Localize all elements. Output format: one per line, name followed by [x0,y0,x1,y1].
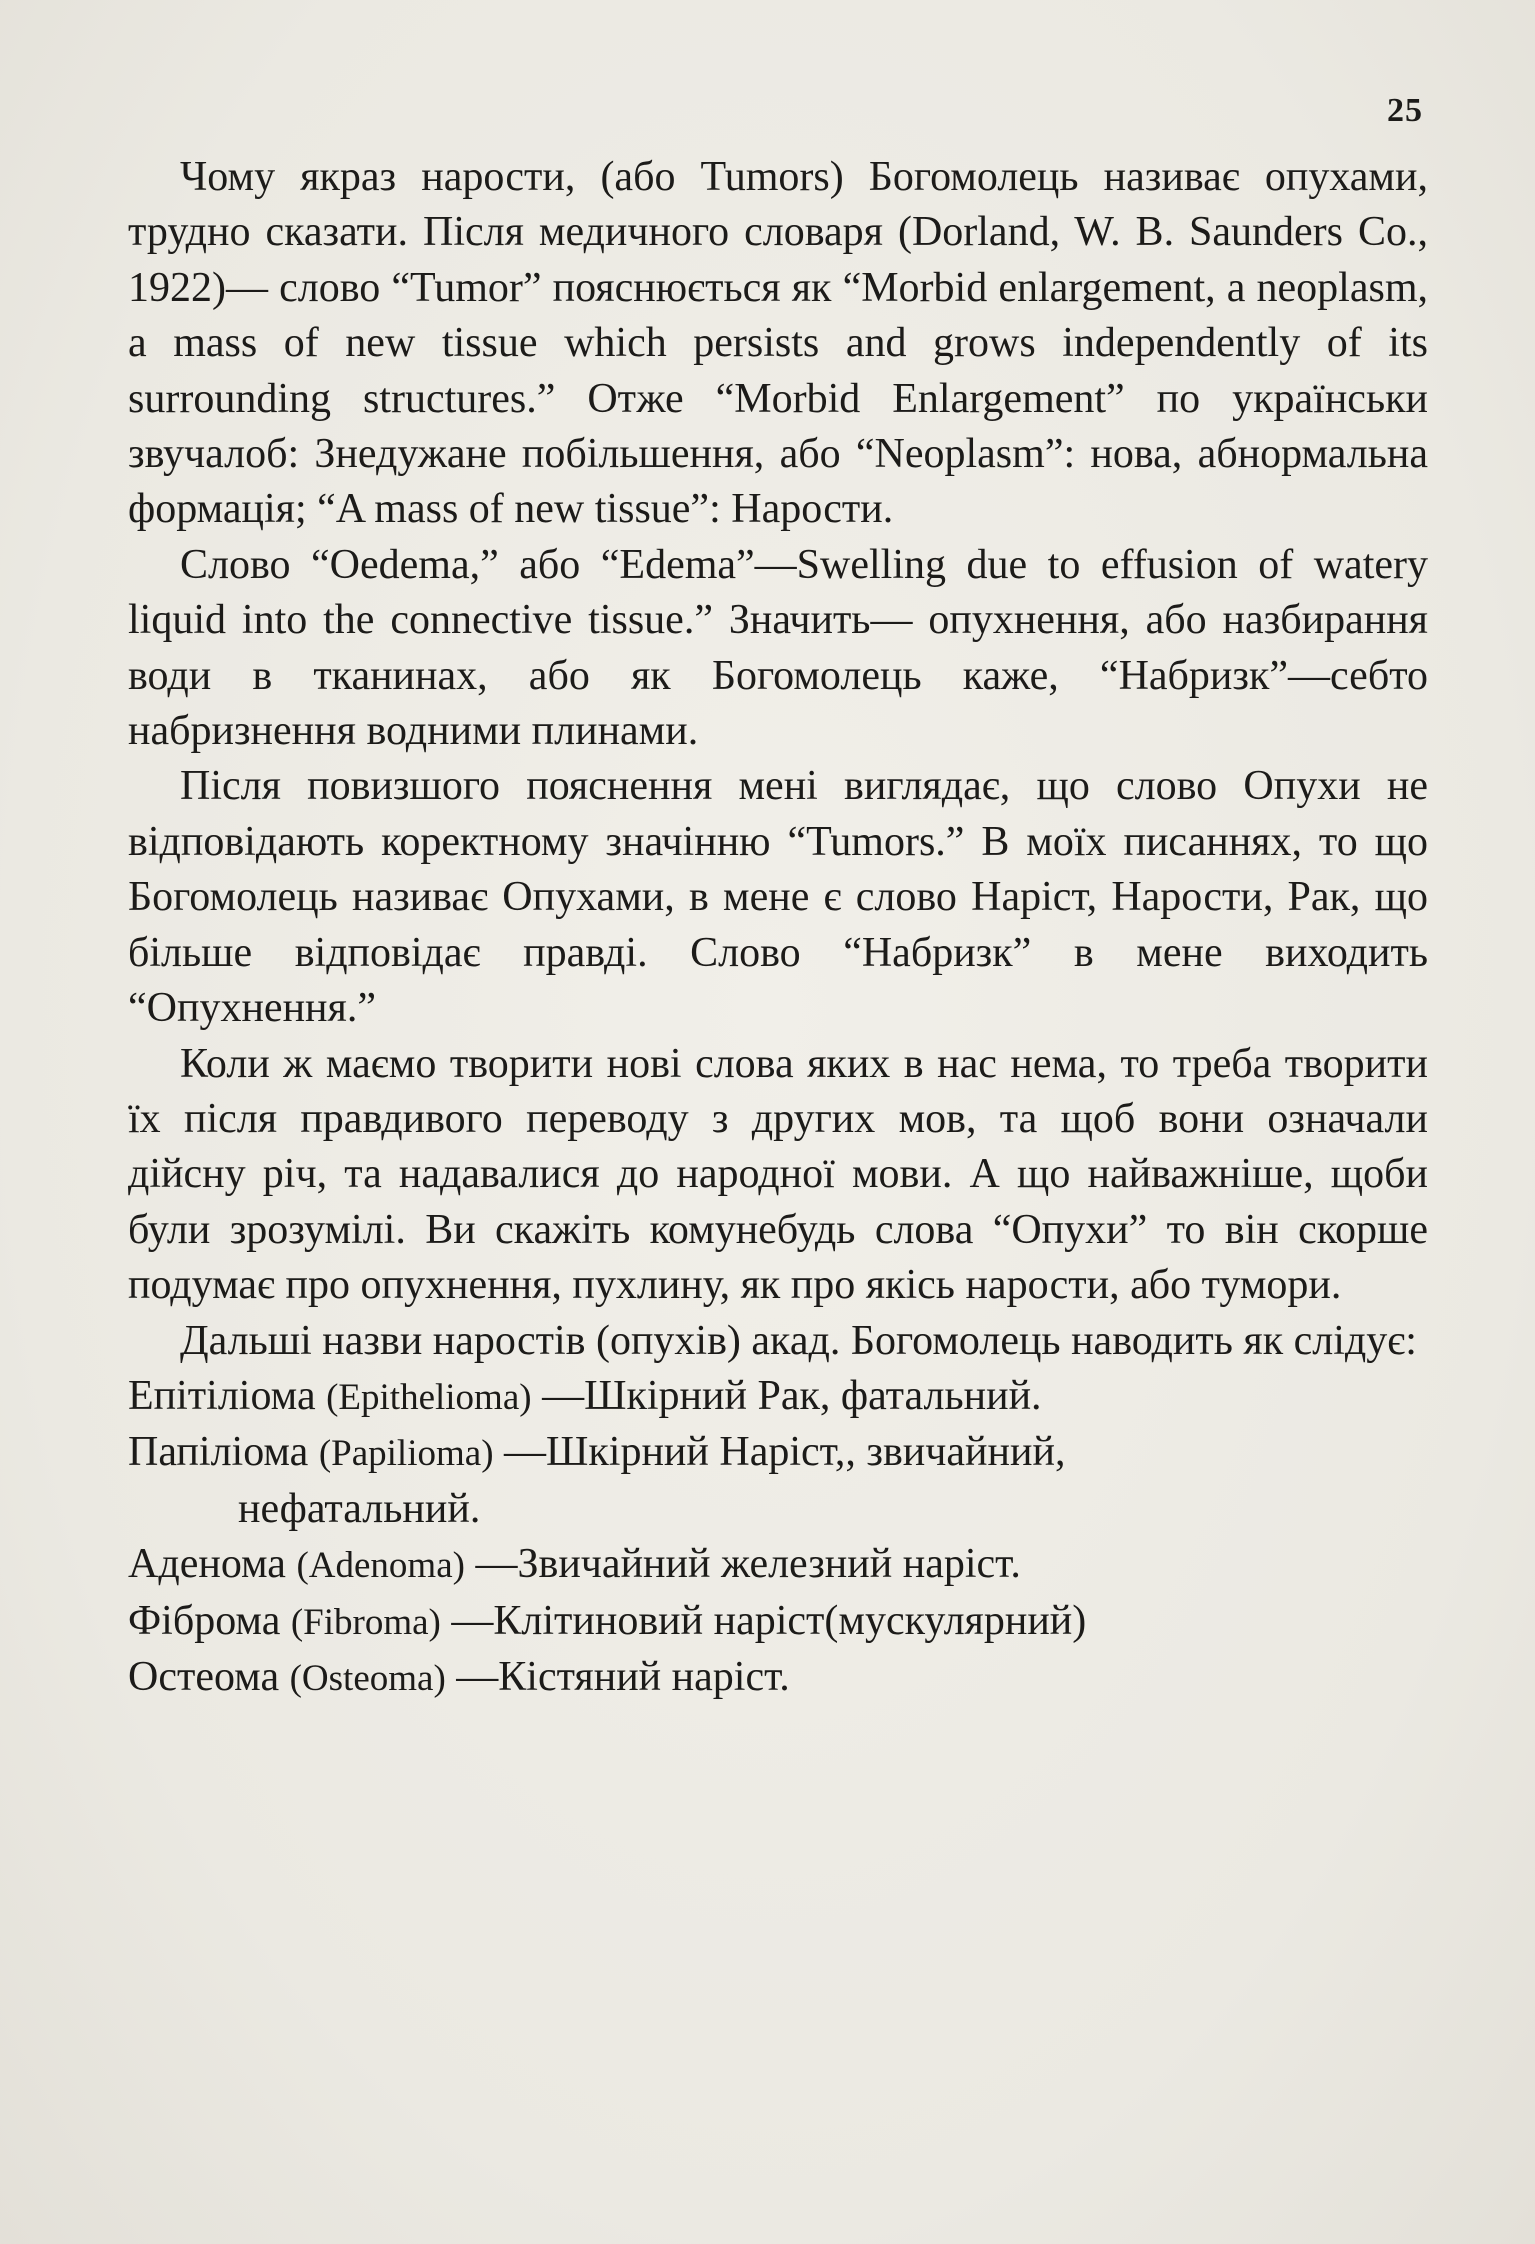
body-text [128,150,1428,1706]
term-definition: —Клітиновий наріст(мускулярний) [451,1597,1087,1644]
paragraph-list-intro: Дальші назви наростів (опухів) акад. Богомолець наводить як слідує: [180,1317,1417,1364]
list-item [128,1425,1428,1481]
term-definition: —Кістяний наріст. [456,1653,790,1700]
term-name: Епітіліома [128,1372,316,1419]
paragraph-oedema: Слово “Oedema,” або “Edema”—Swelling due to effusion of watery liquid into the connective tissue.” Значить— опухнення, або назбирання води в тканинах, або як Богомолець каже, “Набризк”—себто набризнення водними плинами. [128,541,1428,755]
paragraph-tumors: Чому якраз нарости, (або Tumors) Богомолець називає опухами, трудно сказати. Після медичного словаря (Dorland, W. B. Saunders Co., 1922)— слово “Tumor” пояснюється як “Morbid enlargement, a neoplasm, a mass of new tissue which persists and grows independently of its surrounding structures.” Отже “Morbid Enlargement” по українськи звучалоб: Знедужане побільшення, або “Neoplasm”: нова, абнормальна формація; “A mass of new tissue”: Нарости. [128,154,1428,533]
list-item [128,1537,1428,1593]
term-latin: (Papilioma) [318,1433,494,1475]
list-item [128,1650,1428,1706]
list-item-continuation: нефатальний. [238,1485,481,1532]
term-name: Аденома [128,1541,286,1588]
list-item [128,1594,1428,1650]
term-definition: —Шкірний Наріст,, звичайний, [504,1429,1066,1476]
term-name: Папіліома [128,1429,309,1476]
term-latin: (Adenoma) [296,1545,465,1587]
paragraph-new-words: Коли ж маємо творити нові слова яких в нас нема, то треба творити їх після правдивого переводу з других мов, та щоб вони означали дійсну річ, та надавалися до народної мови. А що найважніше, щоби були зрозумілі. Ви скажіть комунебудь слова “Опухи” то він скорше подумає про опухнення, пухлину, як про якісь нарости, або тумори. [128,1040,1428,1309]
tumor-terms-list [128,1369,1428,1706]
term-name: Фіброма [128,1597,281,1644]
term-definition: —Шкірний Рак, фатальний. [542,1372,1042,1419]
page-number: 25 [1387,92,1423,129]
paragraph-conclusion: Після повизшого пояснення мені виглядає, що слово Опухи не відповідають коректному значінню “Tumors.” В моїх писаннях, то що Богомолець називає Опухами, в мене є слово Наріст, Нарости, Рак, що більше відповідає правді. Слово “Набризк” в мене виходить “Опухнення.” [128,763,1428,1032]
term-latin: (Fibroma) [290,1601,441,1643]
term-latin: (Epithelioma) [326,1376,532,1418]
term-definition: —Звичайний железний наріст. [475,1541,1021,1588]
term-name: Остеома [128,1653,280,1700]
list-item [128,1369,1428,1425]
term-latin: (Osteoma) [289,1657,446,1699]
